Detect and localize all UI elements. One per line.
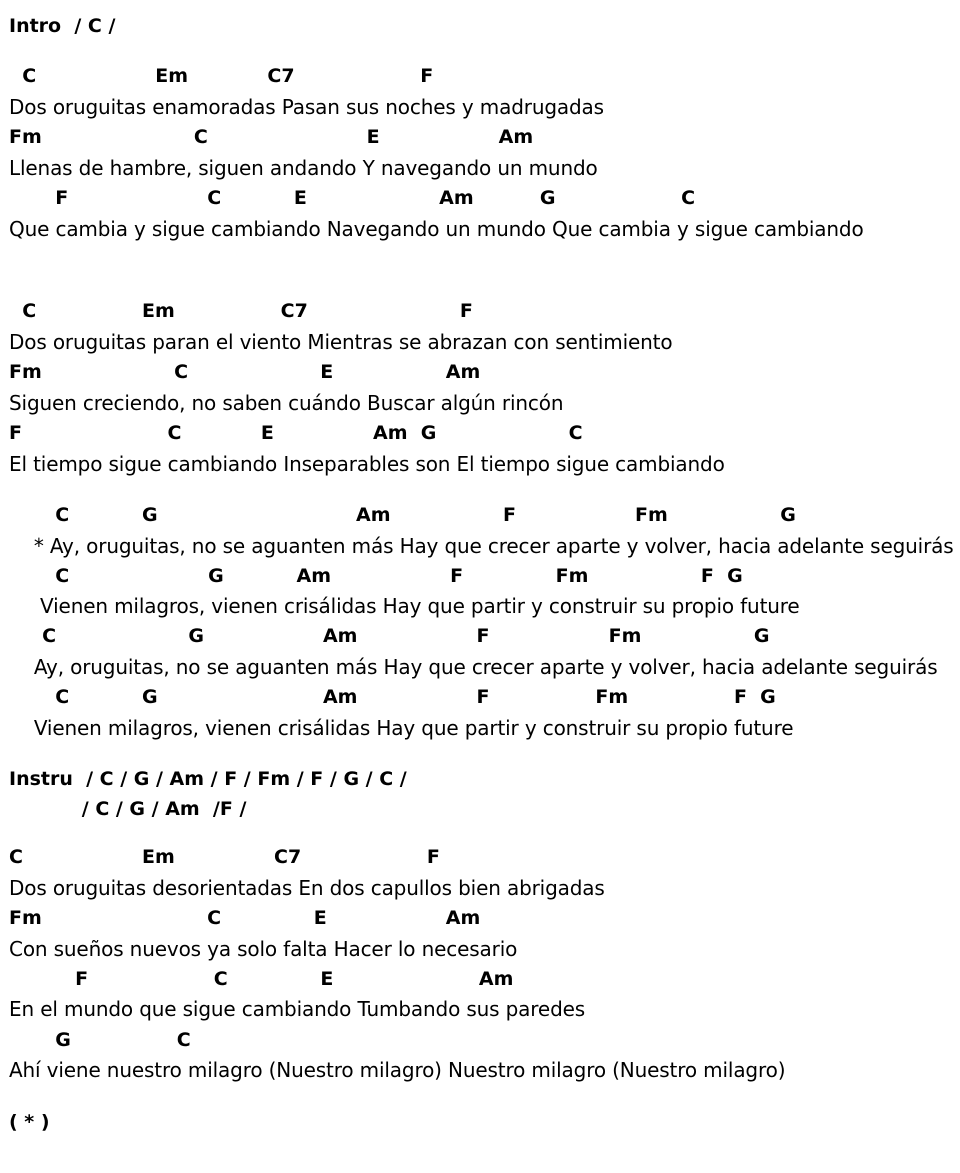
lyric-line: Que cambia y sigue cambiando Navegando un mundo Que cambia y sigue cambiando	[9, 217, 864, 241]
lyric-line: * Ay, oruguitas, no se aguanten más Hay que crecer aparte y volver, hacia adelante seguirás	[9, 534, 954, 558]
chord-line: C G Am F Fm F G	[9, 686, 776, 708]
chord-line: C G Am F Fm G	[9, 625, 770, 647]
lyric-line: Ahí viene nuestro milagro (Nuestro milagro) Nuestro milagro (Nuestro milagro)	[9, 1058, 786, 1082]
lyric-line: El tiempo sigue cambiando Inseparables son El tiempo sigue cambiando	[9, 452, 725, 476]
chord-line: Fm C E Am	[9, 361, 481, 383]
lyric-line: En el mundo que sigue cambiando Tumbando sus paredes	[9, 997, 586, 1021]
chord-line: C G Am F Fm G	[9, 504, 796, 526]
lyric-line: Ay, oruguitas, no se aguanten más Hay que crecer aparte y volver, hacia adelante seguirás	[9, 655, 938, 679]
lyric-line: Dos oruguitas enamoradas Pasan sus noches y madrugadas	[9, 95, 604, 119]
chord-line: C G Am F Fm F G	[9, 565, 743, 587]
intro-line: Intro / C /	[9, 15, 116, 37]
chord-line: F C E Am G C	[9, 422, 583, 444]
chord-line: F C E Am G C	[9, 187, 696, 209]
lyric-line: Vienen milagros, vienen crisálidas Hay que partir y construir su propio future	[9, 594, 800, 618]
chord-line: F C E Am	[9, 968, 514, 990]
lyric-line: Con sueños nuevos ya solo falta Hacer lo necesario	[9, 937, 518, 961]
chord-line: C Em C7 F	[9, 300, 473, 322]
chord-line: C Em C7 F	[9, 65, 434, 87]
chord-line: Fm C E Am	[9, 126, 534, 148]
lyric-line: Dos oruguitas paran el viento Mientras se abrazan con sentimiento	[9, 330, 673, 354]
lyric-line: Siguen creciendo, no saben cuándo Buscar algún rincón	[9, 391, 564, 415]
chord-line: G C	[9, 1029, 191, 1051]
chord-line: C Em C7 F	[9, 846, 440, 868]
chord-line: Fm C E Am	[9, 907, 481, 929]
instrumental-line: Instru / C / G / Am / F / Fm / F / G / C /	[9, 768, 407, 790]
lyric-line: Dos oruguitas desorientadas En dos capullos bien abrigadas	[9, 876, 605, 900]
instrumental-line: / C / G / Am /F /	[9, 798, 247, 820]
lyric-line: Llenas de hambre, siguen andando Y navegando un mundo	[9, 156, 598, 180]
lyric-line: Vienen milagros, vienen crisálidas Hay que partir y construir su propio future	[9, 716, 794, 740]
chorus-repeat-marker: ( * )	[9, 1111, 50, 1133]
